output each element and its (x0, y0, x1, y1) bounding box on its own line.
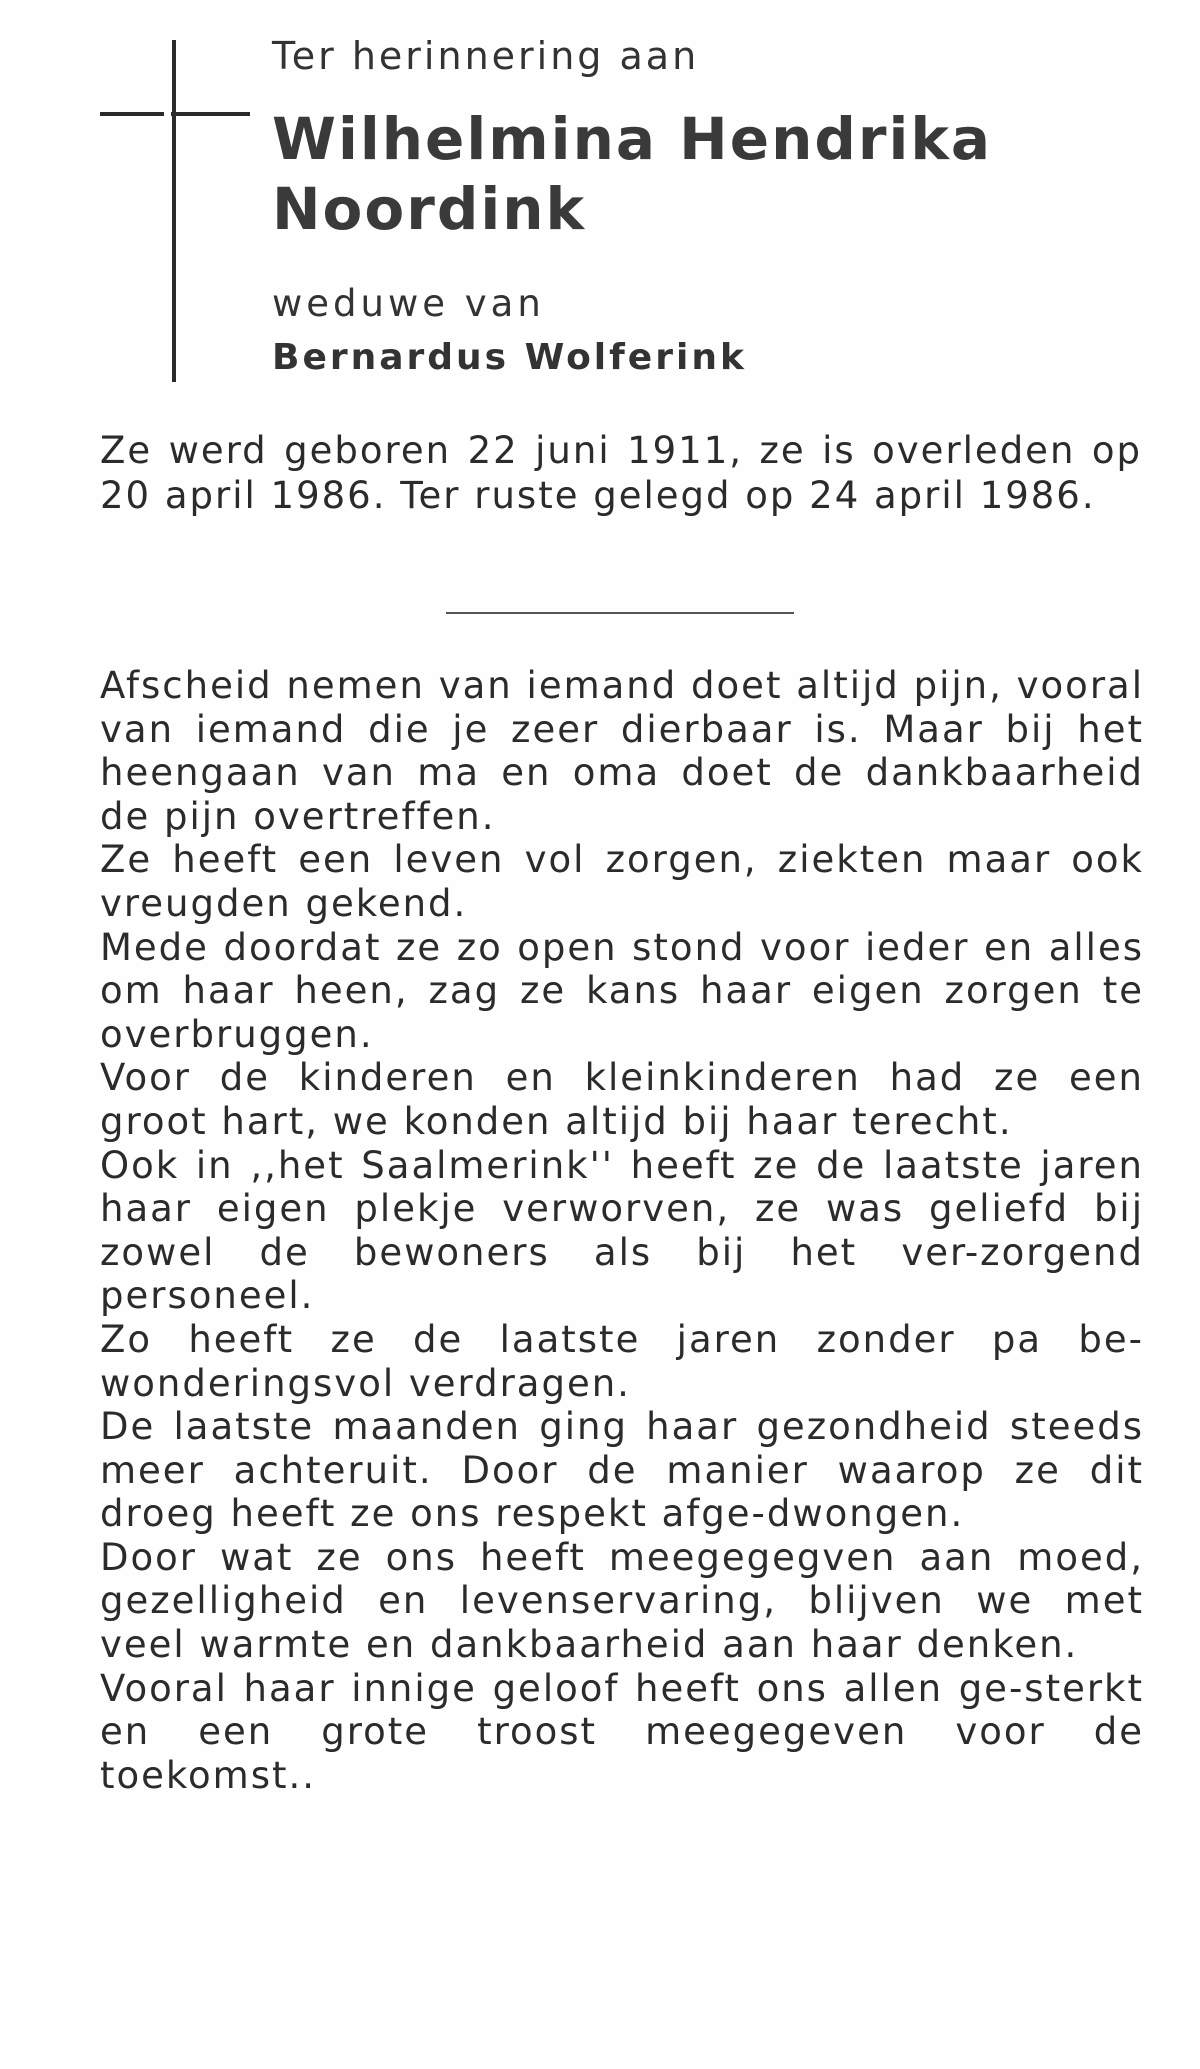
cross-vertical-bar (172, 40, 176, 382)
deceased-name-line1: Wilhelmina Hendrika (272, 105, 993, 173)
paragraph: Door wat ze ons heeft meegegegven aan moed, gezelligheid en levenservaring, blijven we met veel warmte en dankbaarheid aan haar denken. (100, 1535, 1144, 1667)
dates-text: Ze werd geboren 22 juni 1911, ze is overleden op 20 april 1986. Ter ruste gelegd op 24 april 1986. (100, 429, 1142, 517)
paragraph: Ook in ,,het Saalmerink'' heeft ze de laatste jaren haar eigen plekje verworven, ze was geliefd bij zowel de bewoners als bij het ver-zorgend personeel. (100, 1143, 1144, 1318)
paragraph: Mede doordat ze zo open stond voor ieder en alles om haar heen, zag ze kans haar eigen zorgen te overbruggen. (100, 925, 1144, 1056)
divider (446, 612, 794, 614)
paragraph: Voor de kinderen en kleinkinderen had ze een groot hart, we konden altijd bij haar terecht. (100, 1056, 1144, 1143)
paragraph: Afscheid nemen van iemand doet altijd pijn, vooral van iemand die je zeer dierbaar is. Maar bij het heengaan van ma en oma doet de dankbaarheid de pijn overtreffen. (100, 664, 1144, 838)
memorial-text (100, 664, 1144, 1797)
intro-text: Ter herinnering aan (272, 34, 700, 78)
deceased-name-line2: Noordink (272, 175, 587, 243)
widow-label: weduwe van (272, 282, 545, 325)
spouse-name: Bernardus Wolferink (272, 337, 747, 378)
cross-horizontal-bar (100, 112, 250, 116)
paragraph: Zo heeft ze de laatste jaren zonder pa be-wonderingsvol verdragen. (100, 1317, 1144, 1405)
cross-gap (164, 110, 171, 118)
paragraph: Vooral haar innige geloof heeft ons allen ge-sterkt en een grote troost meegegeven voor de toekomst.. (100, 1666, 1144, 1797)
paragraph: De laatste maanden ging haar gezondheid steeds meer achteruit. Door de manier waarop ze dit droeg heeft ze ons respekt afge-dwongen. (100, 1405, 1144, 1536)
paragraph: Ze heeft een leven vol zorgen, ziekten maar ook vreugden gekend. (100, 838, 1144, 925)
deceased-name (272, 104, 992, 244)
